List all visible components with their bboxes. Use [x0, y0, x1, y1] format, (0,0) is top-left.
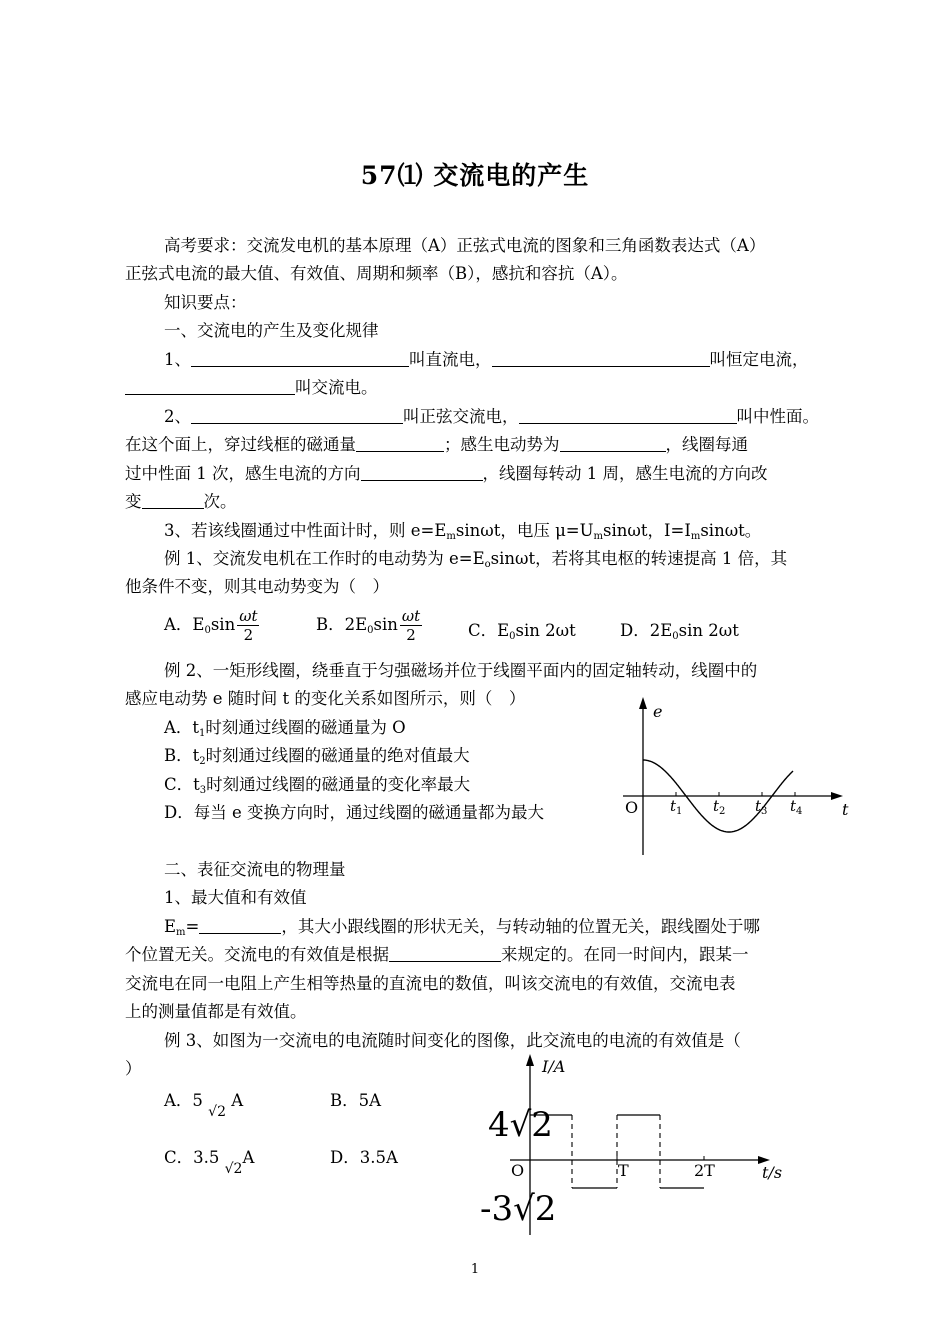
item2-text-3b: ，线圈每转动 1 周，感生电流的方向改	[482, 464, 768, 483]
blank-field	[361, 463, 483, 481]
option-label: C．t	[164, 775, 200, 794]
option-label: D．2E	[620, 621, 673, 640]
item1-text-b: 叫恒定电流，	[709, 350, 809, 369]
item2-text-4b: 次。	[203, 492, 237, 511]
option-text: 时刻通过线圈的磁通量的绝对值最大	[205, 746, 470, 765]
fraction-numerator: ωt	[401, 607, 421, 625]
example1-line-2: 他条件不变，则其电动势变为（ ）	[125, 577, 389, 596]
fraction-denominator: 2	[243, 626, 254, 644]
item2-text-a: 叫正弦交流电，	[403, 407, 519, 426]
section2-sub1: 1、最大值和有效值	[164, 888, 307, 907]
item2-line-2	[125, 434, 748, 456]
tick-label-2t: 2T	[694, 1161, 715, 1180]
origin-label: O	[511, 1161, 525, 1180]
item2-line-1	[164, 406, 819, 428]
example2-option-c[interactable]	[164, 774, 470, 802]
knowledge-label: 知识要点：	[164, 293, 247, 312]
item1-text-a: 叫直流电，	[409, 350, 492, 369]
y-axis-label: I/A	[542, 1057, 566, 1076]
y-axis-arrow-icon	[639, 697, 647, 709]
example2-line-1: 例 2、一矩形线圈，绕垂直于匀强磁场并位于线圈平面内的固定轴转动，线圈中的	[164, 661, 758, 680]
example2-option-a[interactable]	[164, 717, 406, 745]
example3-option-d[interactable]: D．3.5A	[330, 1148, 398, 1167]
option-text: sin 2ωt	[678, 621, 739, 640]
y-axis-label: e	[653, 702, 663, 721]
option-text: 时刻通过线圈的磁通量的变化率最大	[206, 775, 471, 794]
option-label: B．t	[164, 746, 200, 765]
example2-line-2: 感应电动势 e 随时间 t 的变化关系如图所示，则（ ）	[125, 689, 526, 708]
blank-field	[142, 491, 204, 509]
blank-field	[356, 434, 444, 452]
subscript: 0	[509, 631, 516, 642]
bottom-value-label: -3√2	[480, 1189, 557, 1229]
fraction-numerator: ωt	[239, 607, 258, 625]
tick-label: t	[755, 797, 762, 815]
example1-option-c[interactable]	[468, 617, 576, 642]
option-unit: A	[242, 1148, 255, 1167]
blank-field	[191, 406, 403, 424]
x-axis-label: t	[842, 800, 849, 819]
subscript: m	[690, 531, 701, 542]
page-number: 1	[470, 1262, 480, 1277]
example3-option-c[interactable]	[164, 1144, 255, 1177]
example1-text-a: 例 1、交流发电机在工作时的电动势为 e=E	[164, 549, 485, 568]
item1-line	[164, 349, 809, 371]
example3-line-1: 例 3、如图为一交流电的电流随时间变化的图像，此交流电的电流的有效值是（	[164, 1031, 741, 1050]
option-text: sin 2ωt	[515, 621, 576, 640]
tick-label: t	[670, 797, 677, 815]
fraction	[400, 607, 422, 644]
option-label: A．E	[164, 615, 205, 634]
tick-label-t1	[670, 797, 682, 817]
tick-label-t4	[790, 797, 802, 817]
fraction	[237, 607, 259, 644]
item2-line-4	[125, 491, 237, 513]
section2-line-3: 交流电在同一电阻上产生相等热量的直流电的数值，叫该交流电的有效值，交流电表	[125, 974, 736, 993]
option-text: sin	[373, 615, 398, 634]
section2-line-2	[125, 944, 749, 966]
fraction-denominator: 2	[406, 626, 416, 644]
example2-option-d[interactable]: D．每当 e 变换方向时，通过线圈的磁通量都为最大	[164, 803, 544, 822]
subscript: 0	[367, 625, 374, 636]
requirements-line-1: 高考要求：交流发电机的基本原理（A）正弦式电流的图象和三角函数表达式（A）	[164, 236, 766, 255]
tick-label-t3	[755, 797, 767, 817]
option-unit: A	[231, 1091, 244, 1110]
example1-option-d[interactable]	[620, 617, 739, 642]
item3-text-d: sinωt。	[700, 521, 762, 540]
example3-line-2: ）	[125, 1059, 142, 1078]
em-symbol: E	[164, 917, 177, 936]
equals-sign: =	[185, 917, 200, 936]
x-axis-arrow-icon	[831, 792, 843, 800]
section2-text: 来规定的。在同一时间内，跟某一	[501, 945, 749, 964]
item1-text-c: 叫交流电。	[295, 378, 378, 397]
tick-subscript: 4	[796, 806, 803, 817]
item3-line	[164, 520, 761, 548]
item2-text-3a: 过中性面 1 次，感生电流的方向	[125, 464, 361, 483]
requirements-line-2: 正弦式电流的最大值、有效值、周期和频率（B），感抗和容抗（A）。	[125, 264, 628, 283]
page-title: 57⑴ 交流电的产生	[360, 161, 590, 190]
subscript: m	[446, 531, 456, 542]
example1-text-b: sinωt，若将其电枢的转速提高 1 倍，其	[490, 549, 788, 568]
top-value-label: 4√2	[488, 1105, 553, 1145]
subscript: o	[484, 559, 491, 570]
item2-text-2b: ；感生电动势为	[444, 435, 560, 454]
emf-time-graph	[615, 695, 865, 860]
sqrt2-icon: √2	[208, 1104, 226, 1120]
section2-text: 个位置无关。交流电的有效值是根据	[125, 945, 389, 964]
example3-option-b[interactable]: B．5A	[330, 1091, 382, 1110]
item3-text-b: sinωt，电压 μ=U	[455, 521, 594, 540]
subscript: 0	[672, 631, 679, 642]
section2-heading: 二、表征交流电的物理量	[164, 860, 346, 879]
section1-heading: 一、交流电的产生及变化规律	[164, 321, 379, 340]
blank-field	[492, 349, 710, 367]
item1-prefix: 1、	[164, 350, 191, 369]
tick-label-t: T	[618, 1161, 629, 1180]
option-text: 时刻通过线圈的磁通量为 O	[205, 718, 406, 737]
option-label: A．5	[164, 1091, 203, 1110]
tick-label-t2	[713, 797, 725, 817]
sqrt2-icon: √2	[224, 1161, 243, 1177]
tick-label: t	[713, 797, 720, 815]
blank-field	[389, 944, 501, 962]
option-label: C．E	[468, 621, 510, 640]
option-label: C．3.5	[164, 1148, 220, 1167]
option-label: B．2E	[316, 615, 368, 634]
section2-em-line	[164, 916, 760, 944]
item2-text-2c: ，线圈每通	[665, 435, 748, 454]
subscript: m	[176, 927, 186, 938]
option-label: A．t	[164, 718, 200, 737]
section2-line-4: 上的测量值都是有效值。	[125, 1002, 307, 1021]
example1-line-1	[164, 548, 787, 576]
blank-field	[125, 377, 295, 395]
item3-text-a: 3、若该线圈通过中性面计时，则 e=E	[164, 521, 447, 540]
x-axis-label: t/s	[762, 1163, 783, 1182]
item2-text-4a: 变	[125, 492, 142, 511]
option-text: sin	[210, 615, 236, 634]
origin-label: O	[625, 798, 639, 817]
subscript: 3	[199, 785, 207, 796]
example1-option-b[interactable]	[316, 607, 422, 644]
tick-subscript: 3	[761, 806, 768, 817]
blank-field	[191, 349, 409, 367]
subscript: m	[593, 531, 604, 542]
subscript: 1	[199, 728, 206, 739]
blank-field	[519, 406, 737, 424]
tick-subscript: 1	[676, 806, 683, 817]
example3-option-a[interactable]	[164, 1087, 244, 1120]
tick-subscript: 2	[719, 806, 726, 817]
blank-field	[199, 916, 281, 934]
item2-prefix: 2、	[164, 407, 191, 426]
item2-line-3	[125, 463, 768, 485]
item3-text-c: sinωt，I=I	[603, 521, 691, 540]
item1-line-2	[125, 377, 378, 399]
tick-label: t	[790, 797, 797, 815]
item2-text-2a: 在这个面上，穿过线框的磁通量	[125, 435, 356, 454]
current-time-graph	[480, 1050, 790, 1240]
blank-field	[560, 434, 666, 452]
section2-text: ，其大小跟线圈的形状无关，与转动轴的位置无关，跟线圈处于哪	[281, 917, 760, 936]
subscript: 2	[199, 756, 206, 767]
subscript: 0	[204, 625, 211, 636]
example1-option-a[interactable]	[164, 607, 259, 644]
example2-option-b[interactable]	[164, 745, 470, 773]
y-axis-arrow-icon	[526, 1054, 534, 1066]
item2-text-b: 叫中性面。	[736, 407, 819, 426]
